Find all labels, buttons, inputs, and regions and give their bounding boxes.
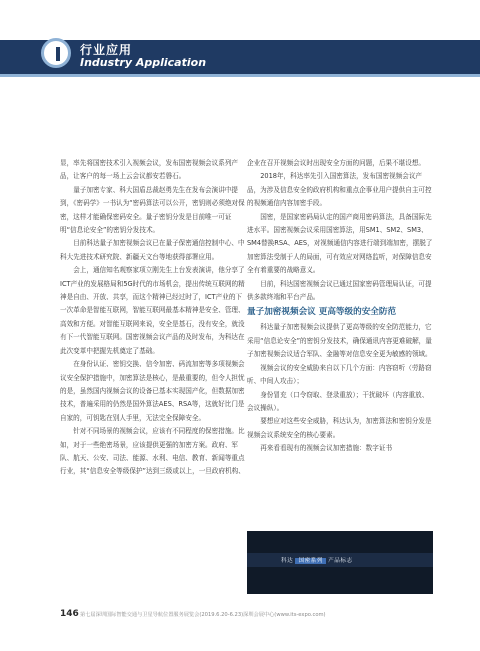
right-paragraph: 科达量子加密视频会议提供了更高等级的安全防范能力，它采用“信息论安全”的密钥分发技术，确保通讯内容更难破解，量子加密视频会议适合军队、金融等对信息安全更为敏感的领域。 [247,323,432,359]
page-footer [0,607,480,627]
page-number: 146 [60,609,79,619]
right-paragraph: 目前，科达国密视频会议已通过国家密码管理局认证，可提供多款终端和平台产品。 [247,279,432,302]
photo-sign-prefix: 科达 [281,558,294,564]
section-logo-bar [56,47,60,61]
footer-text: 第七届深圳国际智能交通与卫星导航位置服务展览会(2019.6.20-6.23)深圳会展中心(www.its-expo.com) [80,612,326,618]
photo-sign [281,557,353,566]
page-header [0,0,480,86]
right-paragraph: 要想应对这些安全威胁，科达认为，加密算法和密钥分发是视频会议系统安全的核心要素。 [247,417,432,439]
right-paragraph: 2018年，科达率先引入国密算法，发布国密视频会议产品，为涉及信息安全的政府机构和重点企事业用户提供自主可控的视频通信内容加密手段。 [247,172,432,208]
left-paragraph: 会上，通信知名观察家项立刚先生上台发表演讲，他分享了ICT产业的发展格局和5G时代的市场机会，提出传统互联网的精神是自由、开放、共享，而这个精神已经过时了，ICT产业的下一次革命是智能互联网，智能互联网最基本精神是安全、管理、高效和方便。对智能互联网来说，安全是基石，没有安全，就没有下一代智能互联网。国密视频会议产品的及时发布，为科达在此次变革中把握先机奠定了基础。 [60,266,245,355]
photo-sign-highlight: 国密系列 [295,558,325,564]
right-paragraph: 国密，是国家密码局认定的国产商用密码算法，具备国际先进水平。国密视频会议采用国密算法，用SM1、SM2、SM3、SM4替换RSA、AES，对视频通信内容进行端到端加密，摆脱了加密算法受制于人的局面，可有效应对网络监听，对保障信息安全有着重要的战略意义。 [247,212,433,275]
left-paragraph: 在身份认证、密钥交换、信令加密、码流加密等多项视频会议安全保护措施中，加密算法是核心，是最重要的，但令人担忧的是，虽然国内视频会议的设备已基本实现国产化，但数据加密技术，普遍采用的仍然是国外算法AES、RSA等，这就好比门是自家的，可钥匙在别人手里，无法完全保障安全。 [60,360,245,422]
section-title-cn: 行业应用 [80,43,133,57]
right-paragraph: 再来看看现有的视频会议加密措施：数字证书 [260,444,393,453]
photo-sign-suffix: 产品标志 [328,558,353,564]
right-paragraph: 企业在召开视频会议时出现安全方面的问题，后果不堪设想。 [247,159,426,167]
header-stripe [0,74,480,77]
left-paragraph: 显，率先将国密技术引入视频会议，发布国密视频会议系列产品，让客户的每一场上云会议都安若磐石。 [60,159,239,181]
left-paragraph: 目前科达量子加密视频会议已在量子保密通信控制中心、中科大先进技术研究院、新疆天文台等地获得部署应用。 [60,239,245,261]
right-paragraph: 视频会议的安全威胁来自以下几个方面：内容窃听（劳路窃听、中间人攻击）； [247,363,432,386]
section-heading: 量子加密视频会议 更高等级的安全防范 [247,307,397,318]
left-paragraph: 量子加密专家、科大国盾总裁赵勇先生在发布会演讲中提到，《密码学》一书认为“密码算法可以公开，密钥则必须绝对保密，这样才能确保密码安全。量子密钥分发是目前唯一可证明“信息论安全”的密钥分发技术。 [60,185,245,235]
right-column [247,157,433,456]
product-photo [247,531,433,594]
header-band [0,40,480,74]
right-paragraph: 身份冒充（口令窃取、登录重放）；干扰破坏（内容重放、会议操纵）。 [247,390,429,412]
section-logo-icon [41,38,71,68]
left-paragraph: 针对不同场景的视频会议，应该有不同程度的保密措施。比如，对于一些绝密场景，应该提供更强的加密方案。政府、军队、航天、公安、司法、能源、水利、电信、教育、新闻等重点行业，其“信息安全等级保护”达到三级或以上，一旦政府机构、 [60,427,245,476]
left-column [60,157,246,479]
section-title-en: Industry Application [80,56,207,69]
